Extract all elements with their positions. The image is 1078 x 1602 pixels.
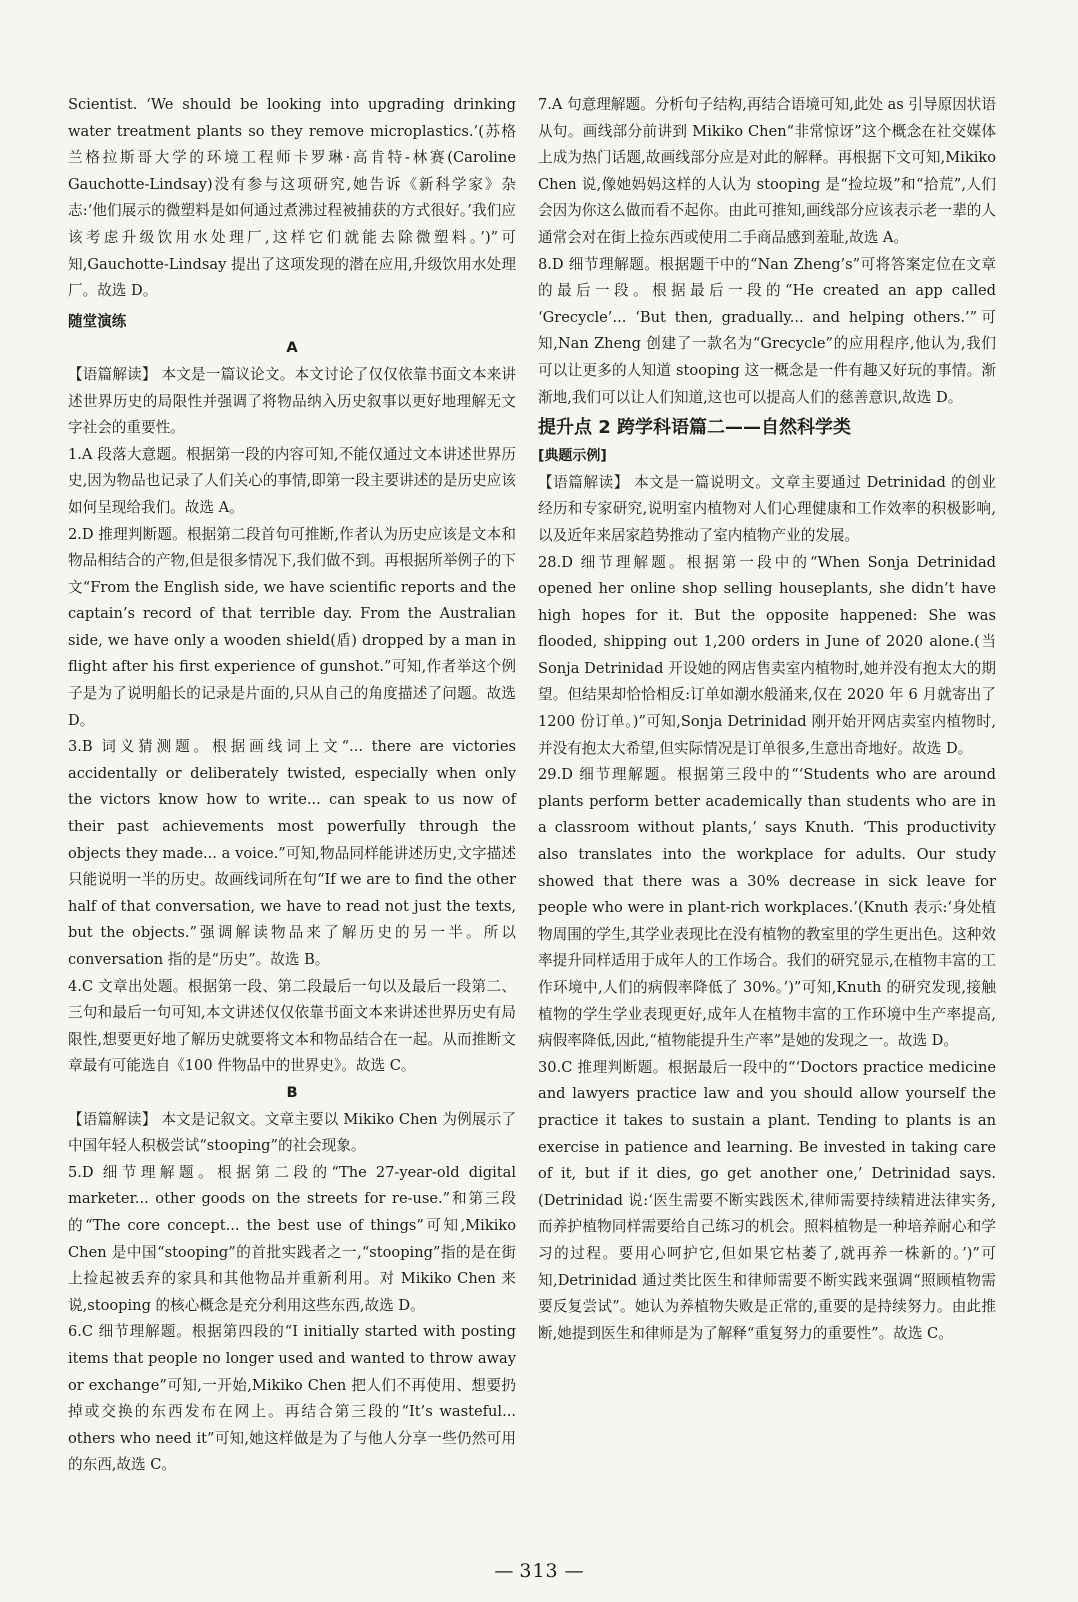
answer-2: 2.D 推理判断题。根据第二段首句可推断,作者认为历史应该是文本和物品相结合的产物,但是很多情况下,我们做不到。再根据所举例子的下文“From the English side, we have scientific reports and the captain’s record of that terrible day. From the Australian side, we have only a wooden shield(盾) dropped by a man in flight after his first experience of gunshot.”可知,作者举这个例子是为了说明船长的记录是片面的,只从自己的角度描述了问题。故选 D。 xyxy=(68,525,516,729)
answer-7: 7.A 句意理解题。分析句子结构,再结合语境可知,此处 as 引导原因状语从句。画线部分前讲到 Mikiko Chen“非常惊讶”这个概念在社交媒体上成为热门话题,故画线部分应是对此的解释。再根据下文可知,Mikiko Chen 说,像她妈妈这样的人认为 stooping 是“捡垃圾”和“拾荒”,人们会因为你这么做而看不起你。由此可推知,画线部分应该表示老一辈的人通常会对在街上捡东西或使用二手商品感到羞耻,故选 A。 xyxy=(538,96,996,246)
passage-label-b: B xyxy=(286,1083,298,1101)
page-number: 313 xyxy=(519,1560,559,1582)
passage-label-a: A xyxy=(286,339,298,357)
answer-3: 3.B 词义猜测题。根据画线词上文“... there are victories accidentally or deliberately twisted, especially when only the victors know how to write... can speak to us now of their past achievements most powerfully through the objects they made... a voice.”可知,物品同样能讲述历史,文字描述只能说明一半的历史。故画线词所在句“If we are to find the other half of that conversation, we have to read not just the texts, but the objects.”强调解读物品来了解历史的另一半。所以 conversation 指的是“历史”。故选 B。 xyxy=(68,738,516,968)
section-heading: 提升点 2 跨学科语篇二——自然科学类 xyxy=(538,417,852,439)
section-title: 随堂演练 xyxy=(68,312,127,330)
right-column xyxy=(538,92,996,1347)
answer-5: 5.D 细节理解题。根据第二段的“The 27-year-old digital marketer... other goods on the streets for re-use.”和第三段的“The core concept... the best use of things”可知,Mikiko Chen 是中国“stooping”的首批实践者之一,“stooping”指的是在街上捡起被丢弃的家具和其他物品并重新利用。对 Mikiko Chen 来说,stooping 的核心概念是充分利用这些东西,故选 D。 xyxy=(68,1163,516,1314)
answer-6: 6.C 细节理解题。根据第四段的“I initially started with posting items that people no longer used and wanted to throw away or exchange”可知,一开始,Mikiko Chen 把人们不再使用、想要扔掉或交换的东西发布在网上。再结合第三段的“It’s wasteful... others who need it”可知,她这样做是为了与他人分享一些仍然可用的东西,故选 C。 xyxy=(68,1323,516,1474)
passage-summary: 【语篇解读】 本文是一篇议论文。本文讨论了仅仅依靠书面文本来讲述世界历史的局限性并强调了将物品纳入历史叙事以更好地理解无文字社会的重要性。 xyxy=(68,365,516,437)
left-column xyxy=(68,92,516,1479)
answer-28: 28.D 细节理解题。根据第一段中的“When Sonja Detrinidad opened her online shop selling houseplants, she didn’t have high hopes for it. But the opposite happened: She was flooded, shipping out 1,200 orders in June of 2020 alone.(当 Sonja Detrinidad 开设她的网店售卖室内植物时,她并没有抱太大的期望。但结果却恰恰相反:订单如潮水般涌来,仅在 2020 年 6 月就寄出了 1200 份订单。)”可知,Sonja Detrinidad 刚开始开网店卖室内植物时,并没有抱太大希望,但实际情况是订单很多,生意出奇地好。故选 D。 xyxy=(538,553,996,757)
answer-4: 4.C 文章出处题。根据第一段、第二段最后一句以及最后一段第二、三句和最后一句可知,本文讲述仅仅依靠书面文本来讲述世界历史有局限性,想要更好地了解历史就要将文本和物品结合在一起。从而推断文章最有可能选自《100 件物品中的世界史》。故选 C。 xyxy=(68,977,516,1075)
example-tag: [典题示例] xyxy=(538,448,607,465)
answer-1: 1.A 段落大意题。根据第一段的内容可知,不能仅通过文本讲述世界历史,因为物品也记录了人们关心的事情,即第一段主要讲述的是历史应该如何呈现给我们。故选 A。 xyxy=(68,445,516,516)
passage-summary: 【语篇解读】 本文是一篇说明文。文章主要通过 Detrinidad 的创业经历和专家研究,说明室内植物对人们心理健康和工作效率的积极影响,以及近年来居家趋势推动了室内植物产业的发展。 xyxy=(538,473,996,544)
answer-paragraph: Scientist. ‘We should be looking into upgrading drinking water treatment plants so they remove microplastics.’(苏格兰格拉斯哥大学的环境工程师卡罗琳·高肯特-林赛(Caroline Gauchotte-Lindsay)没有参与这项研究,她告诉《新科学家》杂志:‘他们展示的微塑料是如何通过煮沸过程被捕获的方式很好。’我们应该考虑升级饮用水处理厂,这样它们就能去除微塑料。’)”可知,Gauchotte-Lindsay 提出了这项发现的潜在应用,升级饮用水处理厂。故选 D。 xyxy=(68,96,516,300)
answer-29: 29.D 细节理解题。根据第三段中的“‘Students who are around plants perform better academically than students who are in a classroom without plants,’ says Knuth. ‘This productivity also translates into the workplace for adults. Our study showed that there was a 30% decrease in sick leave for people who were in plant-rich workplaces.’(Knuth 表示:‘身处植物周围的学生,其学业表现比在没有植物的教室里的学生更出色。这种效率提升同样适用于成年人的工作场合。我们的研究显示,在植物丰富的工作环境中,人们的病假率降低了 30%。’)”可知,Knuth 的研究发现,接触植物的学生学业表现更好,成年人在植物丰富的工作环境中生产率提高,病假率降低,因此,“植物能提升生产率”是她的发现之一。故选 D。 xyxy=(538,766,996,1050)
answer-8: 8.D 细节理解题。根据题干中的“Nan Zheng’s”可将答案定位在文章的最后一段。根据最后一段的“He created an app called ‘Grecycle’... ‘But then, gradually... and helping others.’”可知,Nan Zheng 创建了一款名为“Grecycle”的应用程序,他认为,我们可以让更多的人知道 stooping 这一概念是一件有趣又好玩的事情。渐渐地,我们可以让人们知道,这也可以提高人们的慈善意识,故选 D。 xyxy=(538,255,996,406)
answer-30: 30.C 推理判断题。根据最后一段中的“‘Doctors practice medicine and lawyers practice law and you should allow yourself the practice it takes to sustain a plant. Tending to plants is an exercise in patience and learning. Be invested in taking care of it, but if it dies, go get another one,’ Detrinidad says.(Detrinidad 说:‘医生需要不断实践医术,律师需要持续精进法律实务,而养护植物同样需要给自己练习的机会。照料植物是一种培养耐心和学习的过程。要用心呵护它,但如果它枯萎了,就再养一株新的。’)”可知,Detrinidad 通过类比医生和律师需要不断实践来强调“照顾植物需要反复尝试”。她认为养植物失败是正常的,重要的是持续努力。由此推断,她提到医生和律师是为了解释“重复努力的重要性”。故选 C。 xyxy=(538,1058,996,1342)
page-footer: — 313 — xyxy=(494,1560,584,1582)
passage-summary: 【语篇解读】 本文是记叙文。文章主要以 Mikiko Chen 为例展示了中国年轻人积极尝试“stooping”的社会现象。 xyxy=(68,1110,516,1155)
